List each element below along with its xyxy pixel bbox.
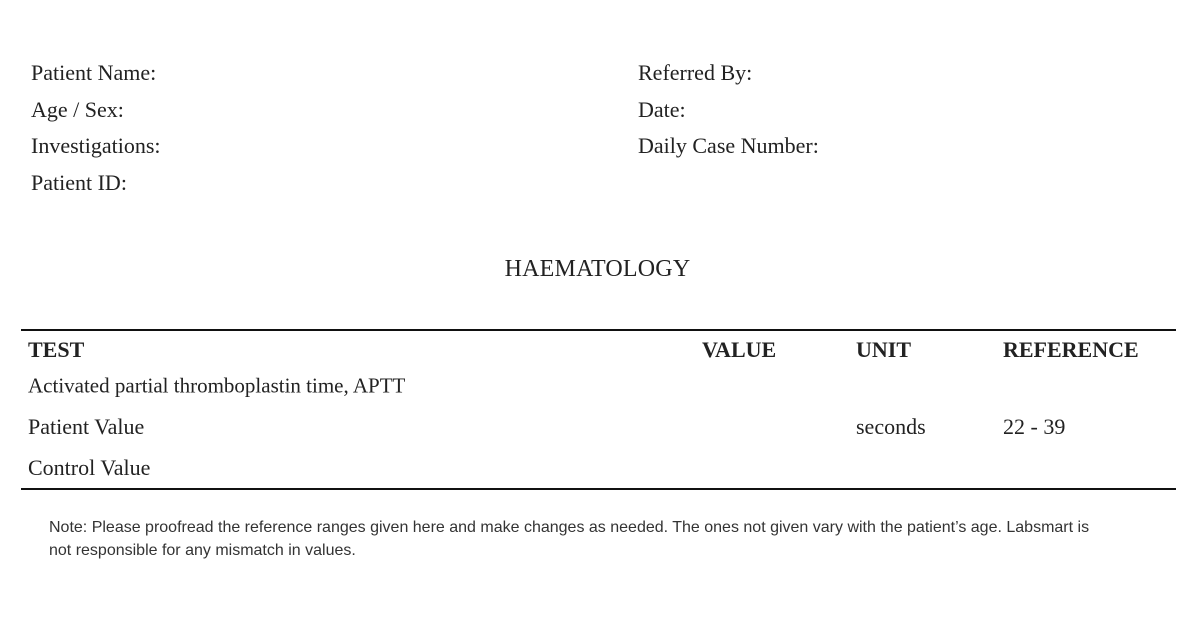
table-row [21, 448, 1176, 488]
referred-by-label: Referred By: [638, 60, 753, 85]
test-group-row [21, 369, 1176, 406]
table-header-row [21, 331, 1176, 369]
date-label: Date: [638, 96, 686, 122]
header-reference: REFERENCE [1003, 337, 1139, 362]
age-sex-label: Age / Sex: [31, 96, 124, 122]
section-title: HAEMATOLOGY [504, 256, 691, 282]
disclaimer-note: Note: Please proofread the reference ranges given here and make changes as needed. The ones not given vary with the patient’s age. Labsmart is not responsible for any mismatch in values. [49, 519, 1090, 559]
patient-info-right [638, 55, 819, 165]
row-test: Control Value [28, 455, 151, 480]
table-row [21, 406, 1176, 448]
row-reference: 22 - 39 [1003, 414, 1066, 439]
investigations-label: Investigations: [31, 133, 161, 158]
daily-case-number-label: Daily Case Number: [638, 133, 819, 158]
row-test: Patient Value [28, 414, 145, 439]
header-unit: UNIT [856, 337, 912, 362]
results-table [21, 329, 1176, 490]
header-value: VALUE [702, 337, 777, 362]
patient-info-left [31, 55, 161, 201]
test-group-label: Activated partial thromboplastin time, APTT [28, 373, 406, 398]
patient-id-label: Patient ID: [31, 169, 127, 195]
row-unit: seconds [856, 414, 926, 439]
patient-name-label: Patient Name: [31, 60, 157, 85]
header-test: TEST [28, 337, 85, 362]
